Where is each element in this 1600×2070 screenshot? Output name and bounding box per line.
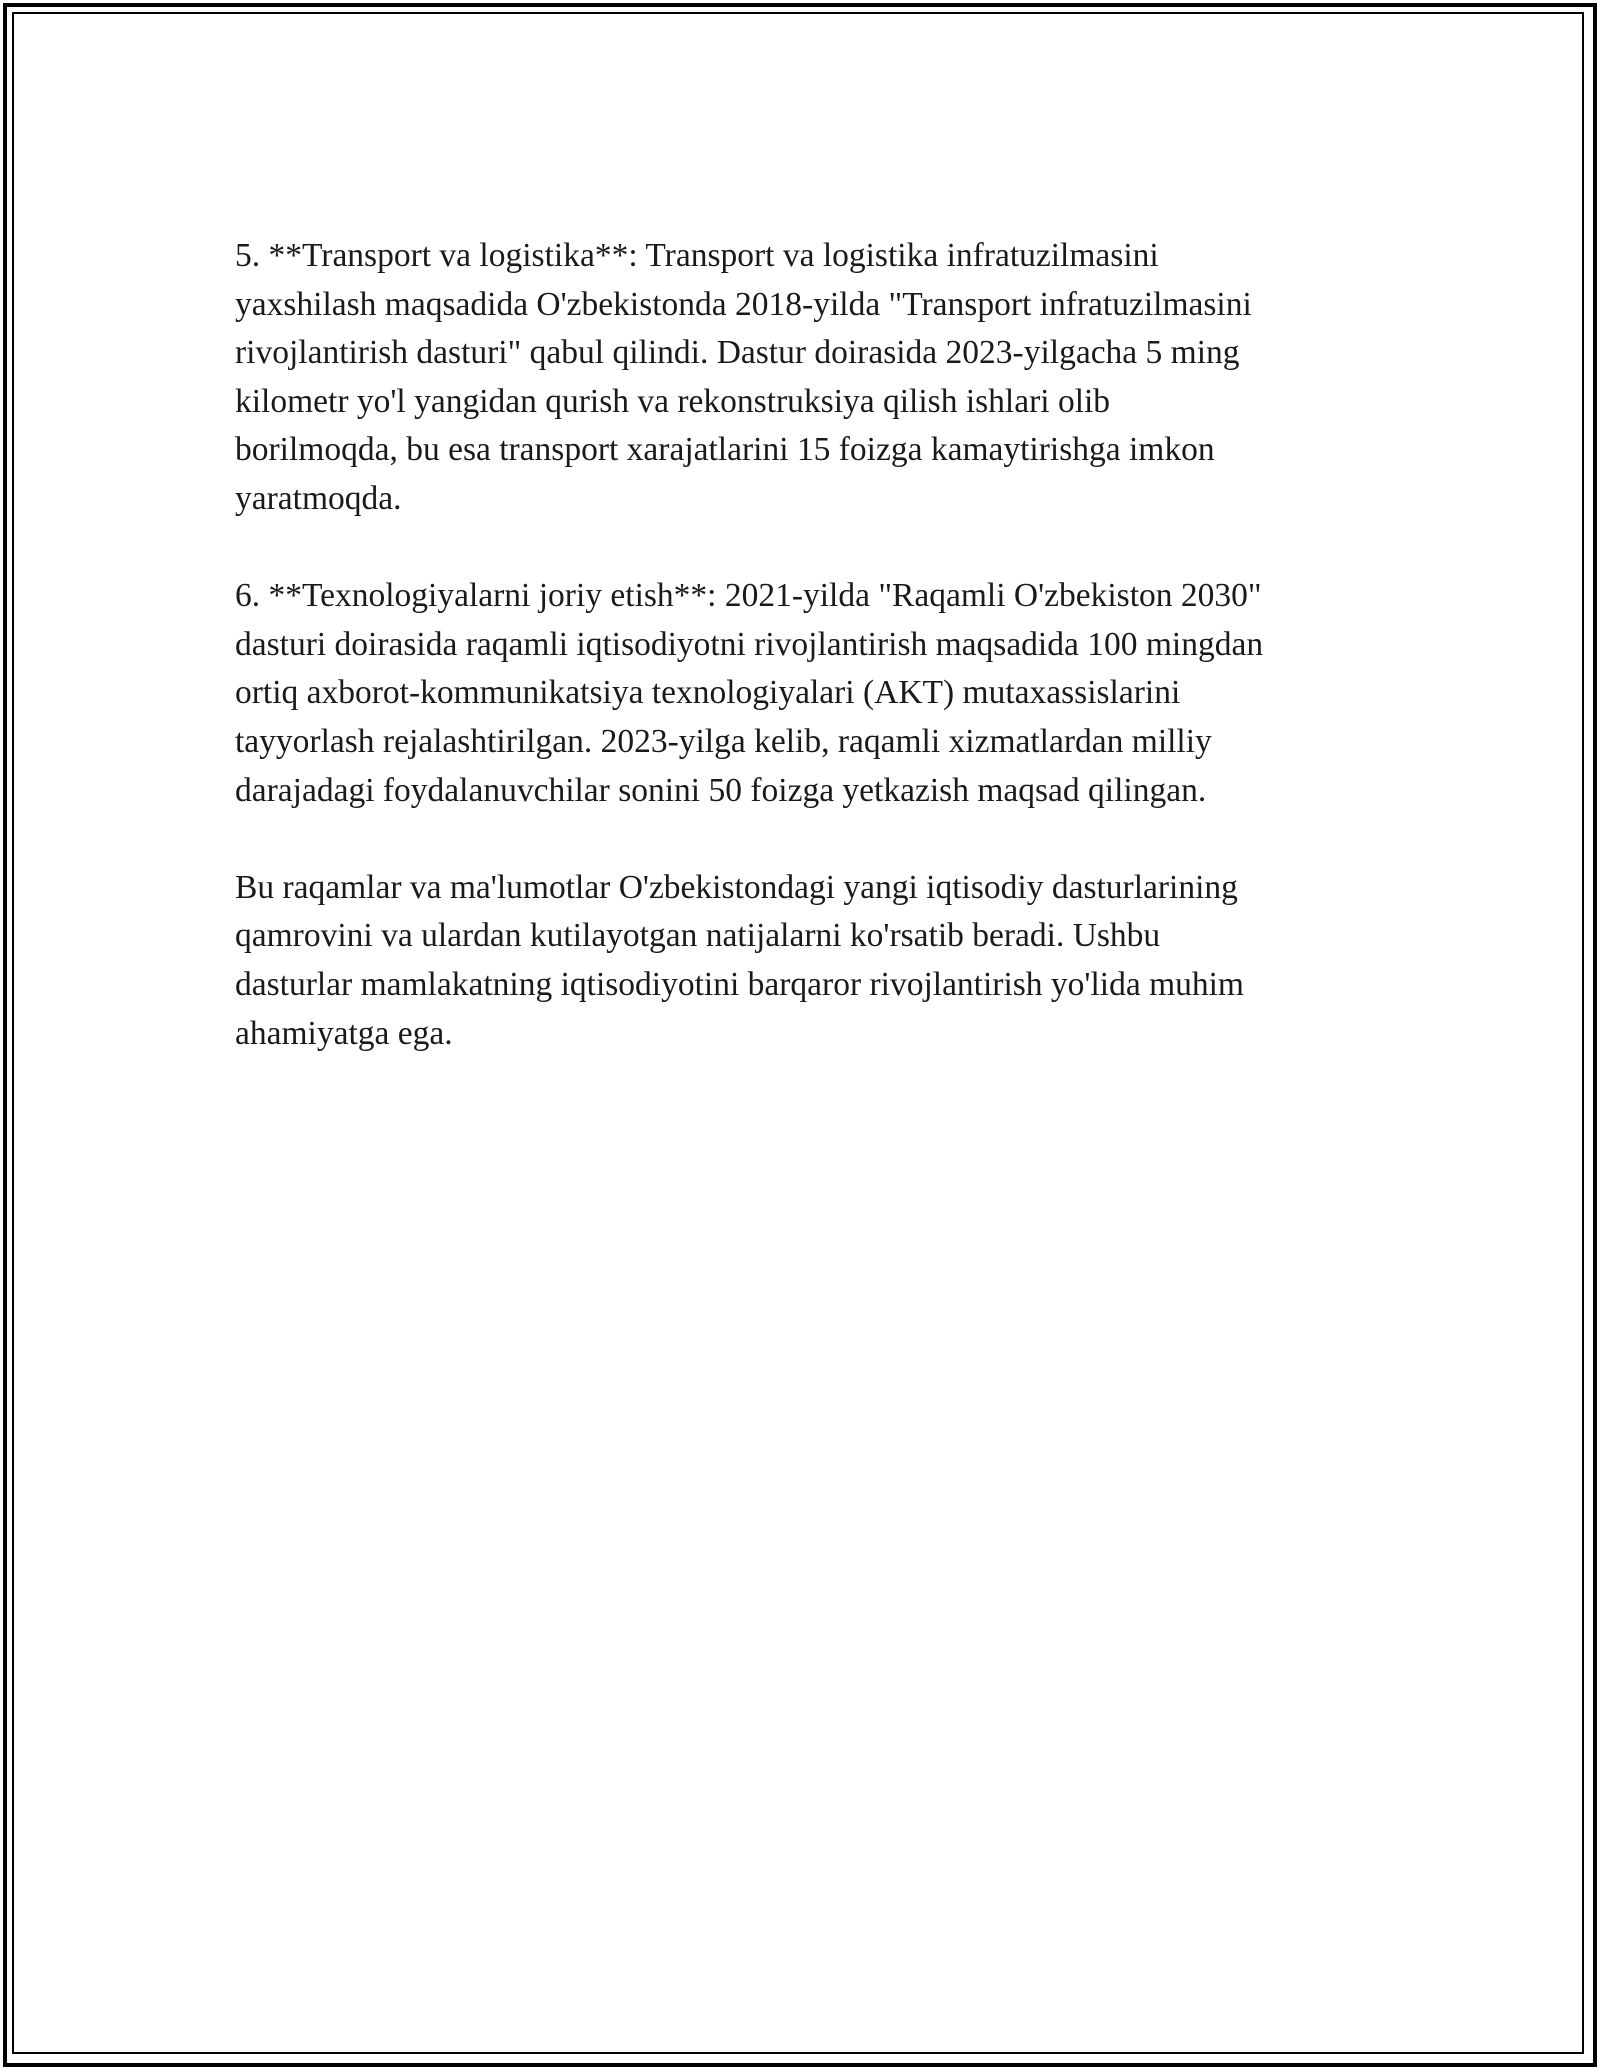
paragraph-technology	[235, 572, 1385, 815]
text-line: darajadagi foydalanuvchilar sonini 50 foizga yetkazish maqsad qilingan.	[235, 771, 1207, 809]
text-line: dasturlar mamlakatning iqtisodiyotini barqaror rivojlantirish yo'lida muhim	[235, 965, 1244, 1003]
paragraph-transport	[235, 232, 1385, 524]
text-line: dasturi doirasida raqamli iqtisodiyotni rivojlantirish maqsadida 100 mingdan	[235, 625, 1264, 663]
text-line: ahamiyatga ega.	[235, 1014, 453, 1052]
text-line: tayyorlash rejalashtirilgan. 2023-yilga kelib, raqamli xizmatlardan milliy	[235, 722, 1212, 760]
paragraph-conclusion	[235, 864, 1385, 1058]
text-line: yaratmoqda.	[235, 479, 402, 517]
document-body	[235, 232, 1385, 1107]
text-line: 5. **Transport va logistika**: Transport va logistika infratuzilmasini	[235, 237, 1159, 274]
text-line: yaxshilash maqsadida O'zbekistonda 2018-yilda "Transport infratuzilmasini	[235, 285, 1252, 323]
text-line: borilmoqda, bu esa transport xarajatlarini 15 foizga kamaytirishga imkon	[235, 431, 1215, 469]
text-line: Bu raqamlar va ma'lumotlar O'zbekistondagi yangi iqtisodiy dasturlarining	[235, 868, 1238, 906]
text-line: ortiq axborot-kommunikatsiya texnologiyalari (AKT) mutaxassislarini	[235, 674, 1181, 712]
text-line: rivojlantirish dasturi" qabul qilindi. Dastur doirasida 2023-yilgacha 5 ming	[235, 334, 1240, 372]
text-line: kilometr yo'l yangidan qurish va rekonstruksiya qilish ishlari olib	[235, 382, 1111, 420]
text-line: qamrovini va ulardan kutilayotgan natijalarni ko'rsatib beradi. Ushbu	[235, 917, 1161, 955]
text-line: 6. **Texnologiyalarni joriy etish**: 2021-yilda "Raqamli O'zbekiston 2030"	[235, 577, 1262, 615]
